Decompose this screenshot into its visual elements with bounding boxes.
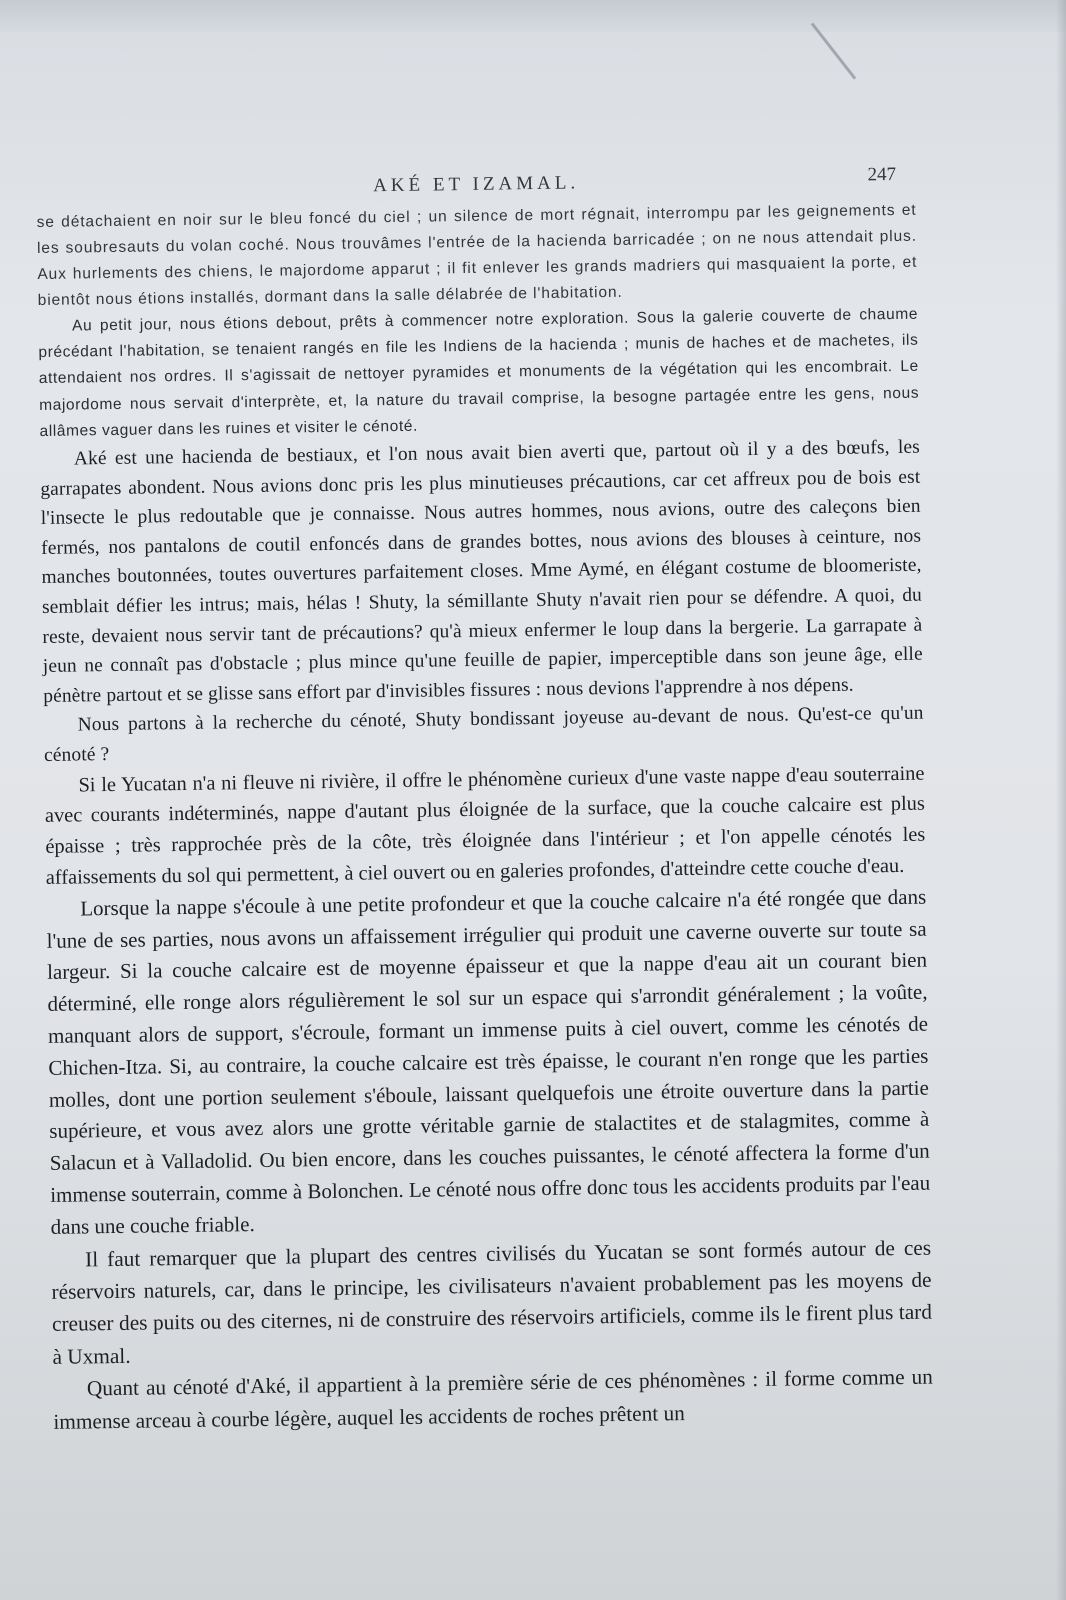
paragraph-search-cenote: Nous partons à la recherche du cénoté, Shuty bondissant joyeuse au-devant de nous. Qu'est-ce qu'un cénoté ? (43, 703, 924, 766)
paragraph-garrapates: Aké est une hacienda de bestiaux, et l'on nous avait bien averti que, partout où il y a des bœufs, les garrapates abondent. Nous avions donc pris les plus minutieuses précautions, car cet affreux pou de bois est l'insecte le plus redoutable que je connaisse. Nous autres hommes, nous avions, outre des caleçons bien fermés, nos pantalons de coutil enfoncés dans de grandes bottes, nous avions des blouses à ceinture, nos manches boutonnées, toutes ouvertures parfaitement closes. Mme Aymé, en élégant costume de bloomeriste, semblait défier les intrus; mais, hélas ! Shuty, la sémillante Shuty n'avait rien pour se défendre. A quoi, du reste, devaient nous servir tant de précautions? qu'à mieux enfermer le loup dans la bergerie. La garrapate à jeun ne connaît pas d'obstacle ; plus mince qu'une feuille de papier, imperceptible dans son jeune âge, elle pénètre partout et se glisse sans effort par d'invisibles fissures : nous devions l'apprendre à nos dépens. (40, 436, 923, 707)
running-title: AKÉ ET IZAMAL. (372, 172, 580, 197)
paragraph-cenote-types: Lorsque la nappe s'écoule à une petite profondeur et que la couche calcaire n'a été rongée que dans l'une de ses parties, nous avons un affaissement irrégulier qui produit une caverne ouverte sur toute sa largeur. Si la couche calcaire est de moyenne épaisseur et que la nappe d'eau ait un courant bien déterminé, elle ronge alors régulièrement le sol sur un espace qui s'arrondit généralement ; la voûte, manquant alors de support, s'écroule, formant un immense puits à ciel ouvert, comme les cénotés de Chichen-Itza. Si, au contraire, la couche calcaire est très épaisse, le courant n'en ronge que les parties molles, dont une portion seulement s'éboule, laissant quelquefois une étroite ouverture dans la partie supérieure, et vous avez alors une grotte véritable garnie de stalactites et de stalagmites, comme à Salacun et à Valladolid. Ou bien encore, dans les couches puissantes, le cénoté affectera la forme d'un immense souterrain, comme à Bolonchen. Le cénoté nous offre donc tous les accidents produits par l'eau dans une couche friable. (46, 884, 931, 1239)
page-number: 247 (867, 163, 897, 186)
paragraph-cenote-ake: Quant au cénoté d'Aké, il appartient à la première série de ces phénomènes : il forme comme un immense arceau à courbe légère, auquel les accidents de roches prêtent un (53, 1364, 934, 1434)
page-top-edge (0, 0, 1066, 32)
paragraph-morning: Au petit jour, nous étions debout, prêts à commencer notre exploration. Sous la galerie couverte de chaume précédant l'habitation, se tenaient rangés en file les Indiens de la hacienda ; munis de haches et de machetes, ils attendaient nos ordres. Il s'agissait de nettoyer pyramides et monuments de la végétation qui les encombrait. Le majordome nous servait d'interprète, et, la nature du travail comprise, la besogne partagée entre les gens, nous allâmes vaguer dans les ruines et visiter le cénoté. (38, 305, 920, 440)
printed-page (36, 164, 934, 1438)
paragraph-yucatan-water: Si le Yucatan n'a ni fleuve ni rivière, il offre le phénomène curieux d'une vaste nappe d'eau souterraine avec courants indéterminés, nappe d'autant plus éloignée de la surface, que la couche calcaire est plus épaisse ; très rapprochée près de la côte, très éloignée dans l'intérieur ; et l'on appelle cénotés les affaissements du sol qui permettent, à ciel ouvert ou en galeries profondes, d'atteindre cette couche d'eau. (44, 762, 926, 889)
paragraph-continuation: se détachaient en noir sur le bleu foncé du ciel ; un silence de mort régnait, interrompu par les geignements et les soubresauts du volan coché. Nous trouvâmes l'entrée de la hacienda barricadée ; on ne nous attendait plus. Aux hurlements des chiens, le majordome apparut ; il fit enlever les grands madriers qui masquaient la porte, et bientôt nous étions installés, dormant dans la salle délabrée de l'habitation. (36, 201, 918, 309)
page-right-shadow (1056, 0, 1066, 1600)
paragraph-civilized-centers: Il faut remarquer que la plupart des centres civilisés du Yucatan se sont formés autour de ces réservoirs naturels, car, dans le principe, les civilisateurs n'avaient probablement pas les moyens de creuser des puits ou des citernes, ni de construire des réservoirs artificiels, comme ils le firent plus tard à Uxmal. (51, 1235, 933, 1369)
page-body (36, 198, 933, 1438)
